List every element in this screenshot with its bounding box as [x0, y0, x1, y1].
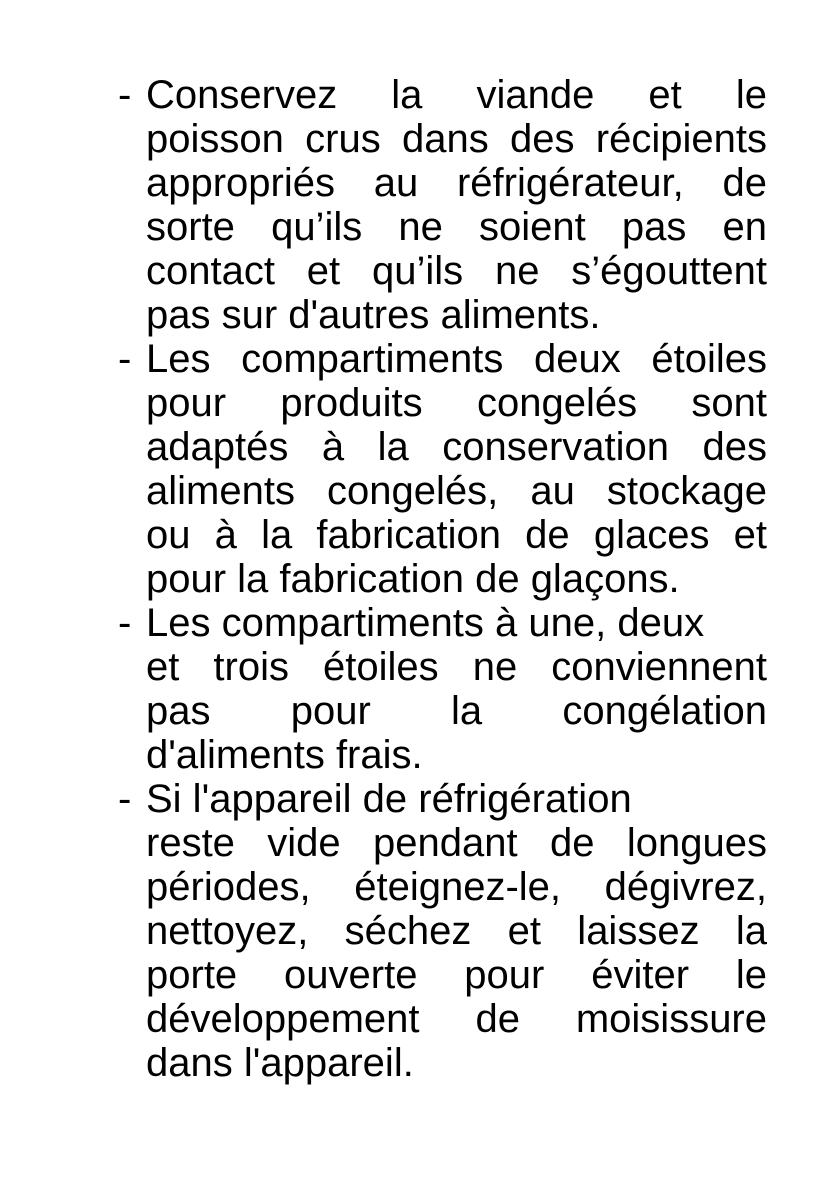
list-marker: -: [118, 337, 132, 381]
text-line: Conservez la viande et le: [146, 73, 767, 117]
text-line: pas pour la congélation: [146, 689, 767, 733]
text-line: aliments congelés, au stockage: [146, 469, 767, 513]
text-line: contact et qu’ils ne s’égouttent: [146, 249, 767, 293]
text-line: reste vide pendant de longues: [146, 821, 767, 865]
text-line: d'aliments frais.: [146, 733, 423, 777]
text-line: sorte qu’ils ne soient pas en: [146, 205, 767, 249]
text-line: pas sur d'autres aliments.: [146, 293, 601, 337]
text-line: pour produits congelés sont: [146, 381, 767, 425]
text-line: dans l'appareil.: [146, 1041, 414, 1085]
text-line: développement de moisissure: [146, 997, 767, 1041]
text-line: nettoyez, séchez et laissez la: [146, 909, 767, 953]
text-line: ou à la fabrication de glaces et: [146, 513, 767, 557]
list-marker: -: [118, 777, 132, 821]
text-line: Les compartiments à une, deux: [146, 601, 705, 645]
text-line: Si l'appareil de réfrigération: [146, 777, 632, 821]
text-line: périodes, éteignez-le, dégivrez,: [146, 865, 767, 909]
list-marker: -: [118, 601, 132, 645]
text-line: Les compartiments deux étoiles: [146, 337, 767, 381]
text-line: appropriés au réfrigérateur, de: [146, 161, 767, 205]
text-line: pour la fabrication de glaçons.: [146, 557, 680, 601]
text-line: et trois étoiles ne conviennent: [146, 645, 767, 689]
text-line: adaptés à la conservation des: [146, 425, 767, 469]
text-line: poisson crus dans des récipients: [146, 117, 767, 161]
text-line: porte ouverte pour éviter le: [146, 953, 767, 997]
list-marker: -: [118, 73, 132, 117]
